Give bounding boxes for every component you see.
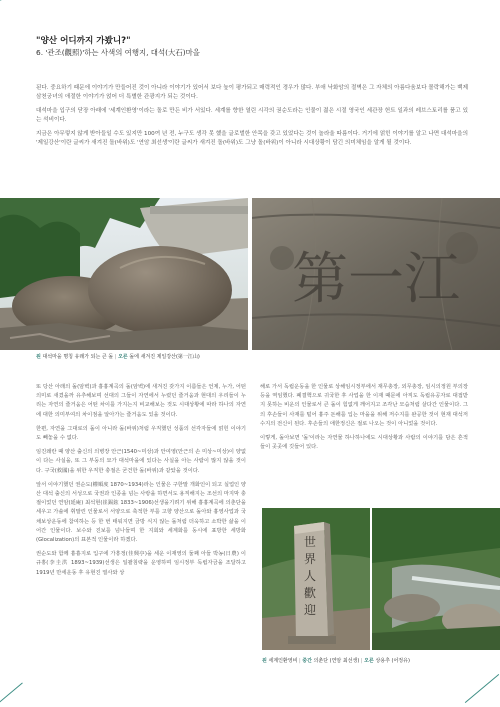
photo-engraved-rock xyxy=(252,198,500,350)
photo-large-boulders xyxy=(0,198,248,350)
intro-paragraph: 대석마을 입구의 닫장 아래에 '세계인환영'이라는 돌로 만든 비가 서있다. 세계를 향한 열린 시각의 권순도라는 인물이 젊은 시절 영국인 세관장 헌트 일과의 레브스토리를 품고 있는 석비이다. xyxy=(36,107,468,124)
body-paragraph: 또 당산 아래의 돌(암벽)과 흉흉계곡의 돌(암벽)에 새겨진 갖가지 이름들은 언제, 누가, 어떤 의미로 새겼을까 유추해보며 선대의 그들이 자연에서 누렸던 즐거움과 현대의 우리들이 누리는 자연의 즐거움은 어떤 차이를 가지는지 비교해보는 것도 시대상황에 따라 하나의 자연에 대한 의미부여의 차이점을 알아가는 즐거움도 있을 것이다. xyxy=(36,384,246,418)
monument-character: 迎 xyxy=(303,603,317,617)
body-paragraph: 권순도와 함께 흉흉지로 입구에 가흥정(佳興亭)을 세운 이재영의 둘째 아들 박농(日農) 이규홍(李圭洪 1893~1939)선생은 일괄침략을 운영하며 임시정부 독립자금을 조달하고 1919년 만세운동 후 유현진 열사와 상 xyxy=(36,551,246,576)
top-photo-caption: 왼 대석마을 명칭 유래가 되는 큰 돌 | 오른 돌에 새겨진 제일강산(第一江山) xyxy=(36,354,200,360)
monument-character: 世 xyxy=(303,535,317,549)
body-paragraph: 해로 가서 독립운동을 한 인물로 상해임시정부에서 재무총장, 외무총장, 임시의정원 부의장 등을 역임했다. 폐결핵으로 귀국한 후 사업을 한 이재 때문에 아직도 독립유공자로 대접받지 못하는 비운의 인물로서 큰 돌이 힘없게 깨어지고 조각난 모습처럼 살다간 인물이다. 그의 후손들이 사재를 털어 흉주 돈해를 입는 마을을 위해 저수지를 완공한 것이 현재 대석저수지의 전신이 된다. 후손들의 애한정신은 절로 나오는 것이 아니었을 것이다. xyxy=(260,384,468,427)
photo-stream-valley xyxy=(372,508,500,650)
caption-marker: 중간 xyxy=(302,658,312,664)
caption-text: 상용추 (어정유) xyxy=(375,658,410,664)
monument-character: 歡 xyxy=(303,586,317,600)
caption-marker: 오른 xyxy=(118,354,128,360)
body-column-right xyxy=(260,383,468,457)
monument-character: 人 xyxy=(303,569,317,583)
article-header xyxy=(36,36,200,58)
corner-decoration-bottom-right xyxy=(465,674,499,703)
rock-engraving-text: 第一江 xyxy=(292,247,460,312)
photo-monument xyxy=(262,508,370,650)
body-column-left xyxy=(36,383,246,583)
intro-paragraph: 지금은 아무렇지 않게 받아들일 수도 있지만 100여 년 전, 누구도 생각 못 했을 글로벌한 안목을 갖고 있었다는 것이 놀라울 따름이다. 거기에 얽힌 이야기를 알고 나면 대석마을의 '제일강산'이란 글씨가 새겨진 돌(바위)도 '연암 최선생'이란 글씨가 새겨진 돌(바위)도 그냥 돌(바위)이 아니라 시대상황이 담긴 의미체임을 알게 될 것이다. xyxy=(36,130,468,147)
body-paragraph: 이렇게, 돌아보면 '돌'이라는 자연물 하나하나에도 시대상황과 사람의 이야기를 담은 흔적들이 곳곳에 깃들어 있다. xyxy=(260,435,468,451)
corner-decoration-bottom-left xyxy=(0,682,23,702)
corner-decoration-top xyxy=(0,0,36,1)
caption-marker: 왼 xyxy=(262,658,267,664)
caption-text: 의춘단 (연암 최선생) xyxy=(313,658,360,664)
article-title: "양산 어디까지 가봤니?" xyxy=(36,36,131,46)
caption-text: 대석마을 명칭 유래가 되는 큰 돌 xyxy=(42,354,114,360)
caption-text: 세계인환영비 xyxy=(268,658,298,664)
intro-paragraph: 된다. 중요하기 때문에 이야기가 만들어진 것이 아니라 이야기가 있어서 보다 높이 평가되고 매력적인 경우가 많다. 부애 낙화암의 절벽은 그 자체의 아름다움보다 몰락해가는 백제 삼천궁녀의 애절한 이야기가 얹어 더 특별한 관광지가 되는 것이다. xyxy=(36,85,468,101)
article-subtitle: 6. '관조(觀照)'하는 사색의 여행지, 대석(大石)마을 xyxy=(36,48,200,57)
body-paragraph: 한편, 자연을 그대로의 돌이 아니라 돌(바위)처럼 우직했던 성품의 선각자들에 얽힌 이야기도 빼놓을 수 없다. xyxy=(36,425,246,442)
monument-character: 界 xyxy=(303,552,317,566)
body-paragraph: 임진왜란 때 양산 출신의 의병장 안근(1540~미상)과 안여영(안근의 손 미상~미상)이 양없이 다는 사실을, 또 그 부둥의 묘가 대석마을에 있다는 사실을 아는 사람이 많지 않을 것이다. 구국(救國)을 위한 우직한 충절은 굳건한 돌(바위)과 같았을 것이다. xyxy=(36,449,246,474)
bottom-photo-caption: 왼 세계인환영비 | 중간 의춘단 (연암 최선생) | 오른 상용추 (어정유) xyxy=(262,658,410,664)
caption-text: 돌에 새겨진 제일강산(第一江山) xyxy=(129,354,200,360)
intro-text xyxy=(36,84,468,152)
body-paragraph: 앞서 이야기했던 권순도(權順度 1870~1934)라는 인물은 구한말 개화인이 되고 실업인 양산 대석 출신의 서성으로 국권과 인종을 넘는 사랑을 하면서도 용직해지는 조선의 마지막 충절이었던 연암(延庵) 최석현(崔錫鉉 1833~1906)선생을기려기 위해 흉흉계곡에 의춘단을 세우고 가솔에 휘말린 인물로서 서양으로 축적한 부를 고향 양산으로 돌아와 흉영사업과 국채보상운동에 참여하는 등 한 번 태워지면 금방 식지 않는 돌처럼 더욱하고 소박한 삶을 이어간 인물이다. 보수와 진보를 넘나들며 한 지회와 세계화를 동시에 표방한 세방화(Glocalization)의 표본적 인물이라 하겠다. xyxy=(36,481,246,544)
caption-marker: 왼 xyxy=(36,354,41,360)
caption-marker: 오른 xyxy=(364,658,374,664)
monument-inscription xyxy=(304,534,316,617)
